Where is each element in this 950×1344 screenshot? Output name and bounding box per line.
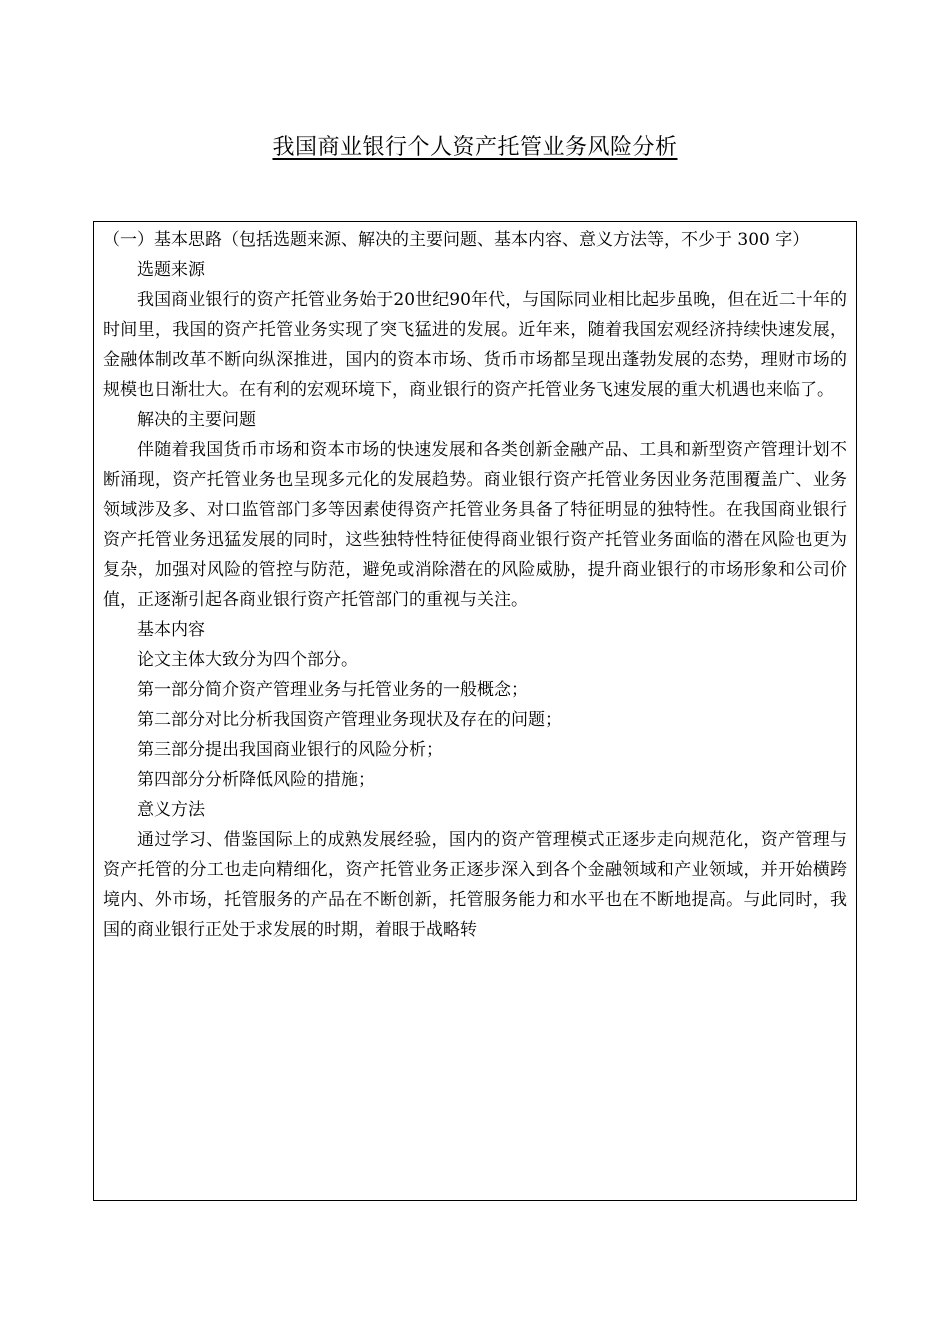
section-header: （一）基本思路（包括选题来源、解决的主要问题、基本内容、意义方法等，不少于 300 字）	[103, 230, 810, 250]
section-heading: 意义方法	[137, 800, 205, 820]
body-paragraph: 第四部分分析降低风险的措施；	[137, 770, 375, 790]
body-paragraph: 第三部分提出我国商业银行的风险分析；	[137, 740, 443, 760]
content-body	[94, 222, 856, 945]
body-paragraph: 伴随着我国货币市场和资本市场的快速发展和各类创新金融产品、工具和新型资产管理计划不断涌现，资产托管业务也呈现多元化的发展趋势。商业银行资产托管业务因业务范围覆盖广、业务领域涉及多、对口监管部门多等因素使得资产托管业务具备了特征明显的独特性。在我国商业银行资产托管业务迅猛发展的同时，这些独特性特征使得商业银行资产托管业务面临的潜在风险也更为复杂，加强对风险的管控与防范，避免或消除潜在的风险威胁，提升商业银行的市场形象和公司价值，正逐渐引起各商业银行资产托管部门的重视与关注。	[103, 440, 847, 610]
document-title: 我国商业银行个人资产托管业务风险分析	[272, 135, 678, 160]
content-box	[93, 221, 857, 1201]
body-paragraph: 论文主体大致分为四个部分。	[137, 650, 358, 670]
section-heading: 选题来源	[137, 260, 205, 280]
body-paragraph: 第二部分对比分析我国资产管理业务现状及存在的问题；	[137, 710, 562, 730]
body-paragraph: 我国商业银行的资产托管业务始于20世纪90年代，与国际同业相比起步虽晚，但在近二十年的时间里，我国的资产托管业务实现了突飞猛进的发展。近年来，随着我国宏观经济持续快速发展，金融体制改革不断向纵深推进，国内的资本市场、货币市场都呈现出蓬勃发展的态势，理财市场的规模也日渐壮大。在有利的宏观环境下，商业银行的资产托管业务飞速发展的重大机遇也来临了。	[103, 290, 847, 400]
body-paragraph: 通过学习、借鉴国际上的成熟发展经验，国内的资产管理模式正逐步走向规范化，资产管理与资产托管的分工也走向精细化，资产托管业务正逐步深入到各个金融领域和产业领域，并开始横跨境内、外市场，托管服务的产品在不断创新，托管服务能力和水平也在不断地提高。与此同时，我国的商业银行正处于求发展的时期，着眼于战略转	[103, 830, 847, 940]
body-paragraph: 第一部分简介资产管理业务与托管业务的一般概念；	[137, 680, 528, 700]
section-heading: 基本内容	[137, 620, 205, 640]
section-heading: 解决的主要问题	[137, 410, 256, 430]
